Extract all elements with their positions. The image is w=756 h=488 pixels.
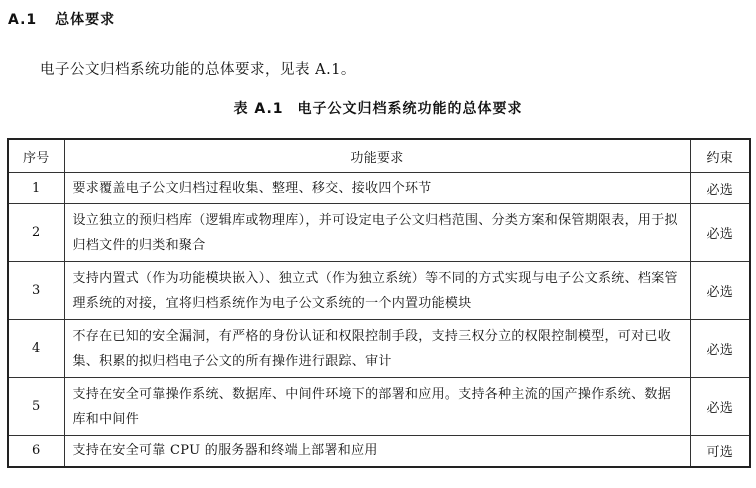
row-requirement: 不存在已知的安全漏洞，有严格的身份认证和权限控制手段，支持三权分立的权限控制模型，可对已收集、积累的拟归档电子公文的所有操作进行跟踪、审计 bbox=[64, 320, 690, 378]
row-requirement: 设立独立的预归档库（逻辑库或物理库），并可设定电子公文归档范围、分类方案和保管期限表，用于拟归档文件的归类和聚合 bbox=[64, 204, 690, 262]
table-caption-title: 电子公文归档系统功能的总体要求 bbox=[297, 101, 523, 117]
table-row bbox=[8, 320, 750, 378]
row-constraint: 必选 bbox=[690, 173, 750, 204]
row-requirement: 支持内置式（作为功能模块嵌入）、独立式（作为独立系统）等不同的方式实现与电子公文系统、档案管理系统的对接，宜将归档系统作为电子公文系统的一个内置功能模块 bbox=[64, 262, 690, 320]
section-heading bbox=[8, 9, 115, 29]
row-seq: 5 bbox=[8, 378, 64, 436]
table-row bbox=[8, 262, 750, 320]
requirements-table bbox=[7, 138, 751, 468]
row-requirement: 支持在安全可靠操作系统、数据库、中间件环境下的部署和应用。支持各种主流的国产操作系统、数据库和中间件 bbox=[64, 378, 690, 436]
section-number: A.1 bbox=[8, 12, 38, 28]
table-row bbox=[8, 204, 750, 262]
row-seq: 1 bbox=[8, 173, 64, 204]
table-caption-number: 表 A.1 bbox=[233, 101, 284, 117]
row-constraint: 必选 bbox=[690, 320, 750, 378]
header-requirement: 功能要求 bbox=[64, 139, 690, 173]
row-requirement: 要求覆盖电子公文归档过程收集、整理、移交、接收四个环节 bbox=[64, 173, 690, 204]
row-seq: 3 bbox=[8, 262, 64, 320]
row-seq: 6 bbox=[8, 436, 64, 467]
row-constraint: 可选 bbox=[690, 436, 750, 467]
row-seq: 4 bbox=[8, 320, 64, 378]
intro-paragraph: 电子公文归档系统功能的总体要求，见表 A.1。 bbox=[40, 62, 356, 78]
row-seq: 2 bbox=[8, 204, 64, 262]
row-constraint: 必选 bbox=[690, 204, 750, 262]
table-caption bbox=[0, 98, 756, 118]
table-row bbox=[8, 173, 750, 204]
row-requirement: 支持在安全可靠 CPU 的服务器和终端上部署和应用 bbox=[64, 436, 690, 467]
row-constraint: 必选 bbox=[690, 262, 750, 320]
section-title: 总体要求 bbox=[55, 12, 116, 28]
table-row bbox=[8, 436, 750, 467]
table-header-row bbox=[8, 139, 750, 173]
row-constraint: 必选 bbox=[690, 378, 750, 436]
header-constraint: 约束 bbox=[690, 139, 750, 173]
header-seq: 序号 bbox=[8, 139, 64, 173]
table-row bbox=[8, 378, 750, 436]
